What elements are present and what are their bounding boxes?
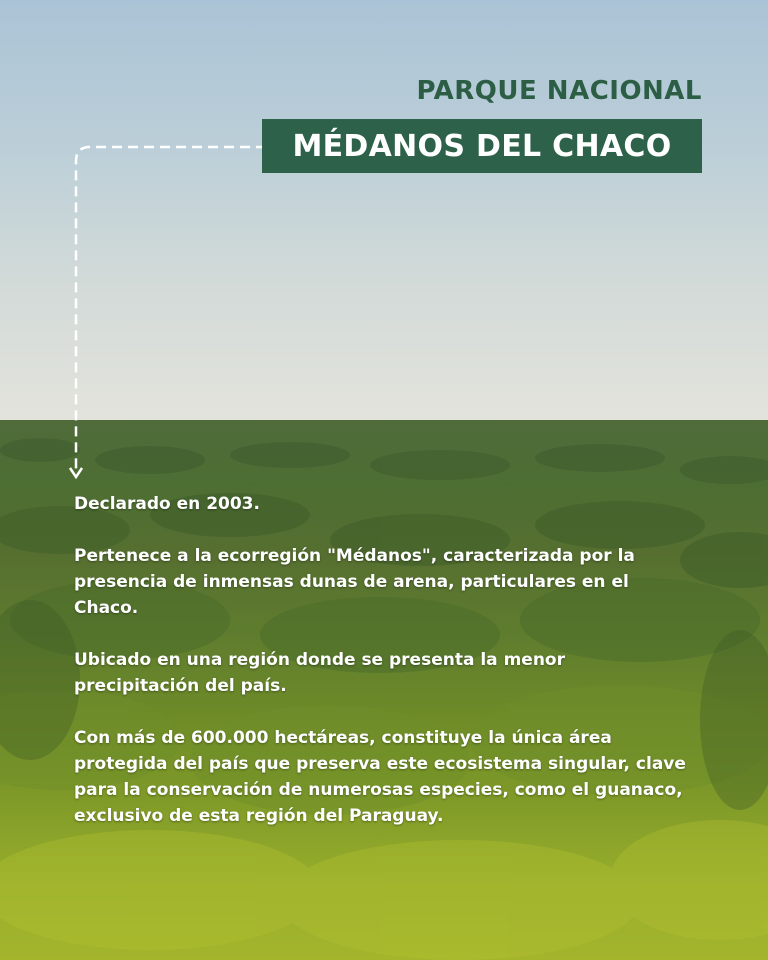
paragraph-area: Con más de 600.000 hectáreas, constituye la única área protegida del país que preserva este ecosistema singular, clave para la conservación de numerosas especies, como el guanaco, exclusivo de esta región del Paraguay. [74, 728, 686, 826]
park-name-title: MÉDANOS DEL CHACO [292, 128, 672, 164]
paragraph-declared: Declarado en 2003. [74, 494, 260, 514]
title-banner [262, 119, 702, 173]
paragraph-location: Ubicado en una región donde se presenta la menor precipitación del país. [74, 650, 565, 696]
park-type-label: PARQUE NACIONAL [416, 76, 702, 106]
description-text [74, 491, 694, 855]
paragraph-ecoregion: Pertenece a la ecorregión "Médanos", caracterizada por la presencia de inmensas dunas de arena, particulares en el Chaco. [74, 546, 635, 618]
